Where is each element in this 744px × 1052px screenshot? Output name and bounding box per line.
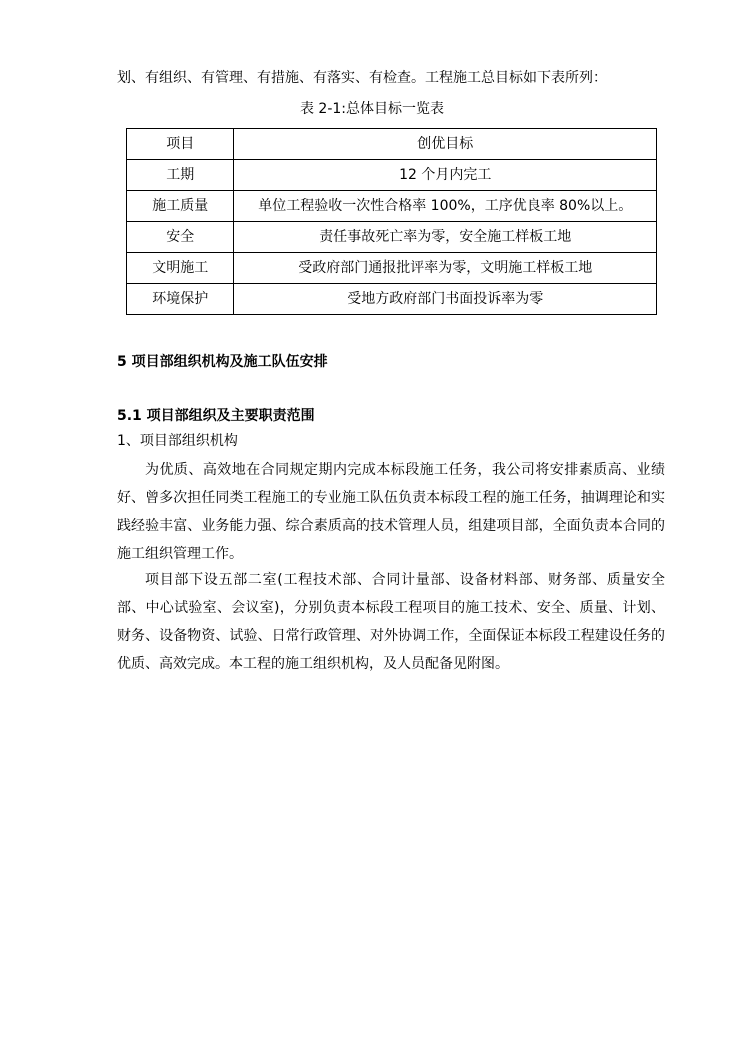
table-cell-target: 责任事故死亡率为零，安全施工样板工地 [234,222,657,253]
targets-table [126,128,657,315]
table-row [127,284,657,315]
table-cell-target: 12 个月内完工 [234,160,657,191]
table-row [127,222,657,253]
table-cell-target: 受地方政府部门书面投诉率为零 [234,284,657,315]
table-cell-item: 工期 [127,160,234,191]
paragraph: 为优质、高效地在合同规定期内完成本标段施工任务，我公司将安排素质高、业绩好、曾多次担任同类工程施工的专业施工队伍负责本标段工程的施工任务，抽调理论和实践经验丰富、业务能力强、综合素质高的技术管理人员，组建项目部，全面负责本合同的施工组织管理工作。 [117,462,665,562]
item-heading: 1、项目部组织机构 [117,433,238,449]
paragraph: 项目部下设五部二室(工程技术部、合同计量部、设备材料部、财务部、质量安全部、中心试验室、会议室)，分别负责本标段工程项目的施工技术、安全、质量、计划、财务、设备物资、试验、日常行政管理、对外协调工作，全面保证本标段工程建设任务的优质、高效完成。本工程的施工组织机构，及人员配备见附图。 [117,572,665,672]
table-header-cell: 创优目标 [234,129,657,160]
table-cell-target: 受政府部门通报批评率为零，文明施工样板工地 [234,253,657,284]
intro-line: 划、有组织、有管理、有措施、有落实、有检查。工程施工总目标如下表所列： [117,70,607,86]
table-caption: 表 2-1:总体目标一览表 [299,101,445,117]
table-header-cell: 项目 [127,129,234,160]
table-row [127,160,657,191]
table-cell-item: 安全 [127,222,234,253]
section-heading: 5 项目部组织机构及施工队伍安排 [117,354,328,370]
table-row [127,253,657,284]
table-cell-item: 文明施工 [127,253,234,284]
table-cell-item: 环境保护 [127,284,234,315]
table-row [127,191,657,222]
subsection-heading: 5.1 项目部组织及主要职责范围 [117,408,315,424]
table-cell-item: 施工质量 [127,191,234,222]
table-header-row [127,129,657,160]
table-cell-target: 单位工程验收一次性合格率 100%，工序优良率 80%以上。 [234,191,657,222]
